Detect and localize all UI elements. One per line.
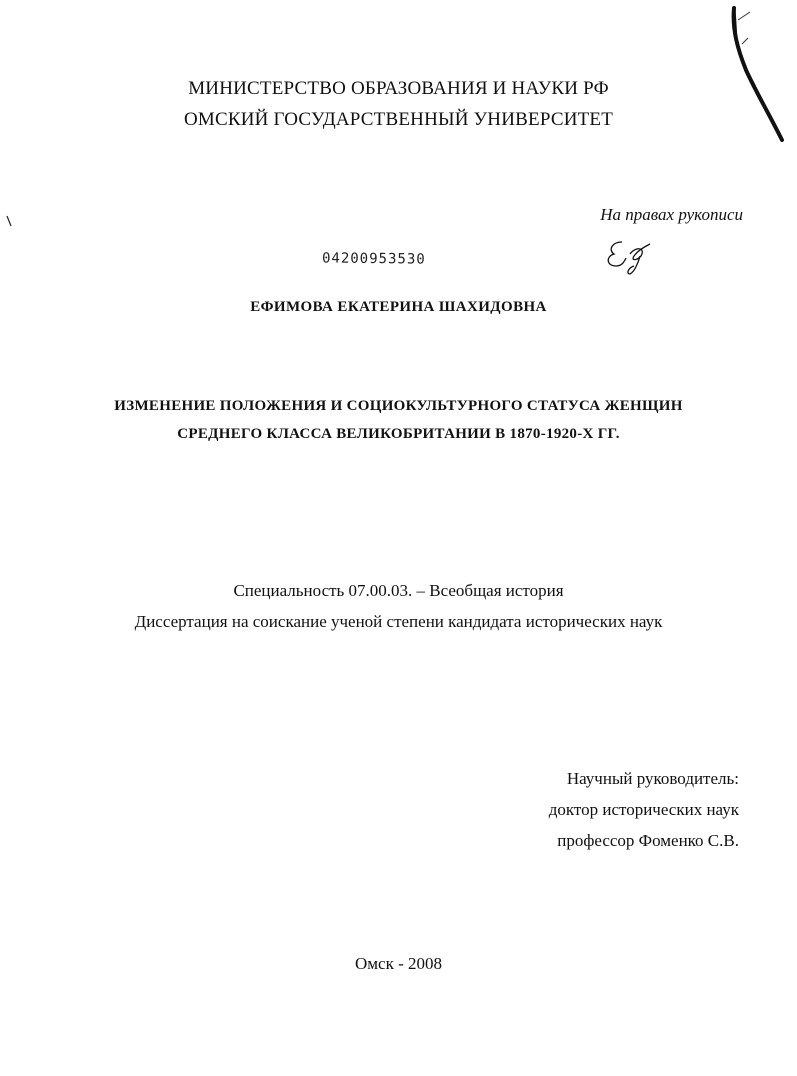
degree-sought: Диссертация на соискание ученой степени кандидата исторических наук — [134, 612, 663, 631]
dissertation-title-line2: СРЕДНЕГО КЛАССА ВЕЛИКОБРИТАНИИ В 1870-1920-Х ГГ. — [177, 426, 620, 442]
advisor-label: Научный руководитель: — [566, 769, 739, 788]
manuscript-note: На правах рукописи — [600, 205, 743, 224]
signature — [604, 236, 656, 276]
city-year: Омск - 2008 — [354, 954, 442, 973]
dissertation-title-line1: ИЗМЕНЕНИЕ ПОЛОЖЕНИЯ И СОЦИОКУЛЬТУРНОГО СТАТУСА ЖЕНЩИН — [114, 398, 683, 414]
university-name: ОМСКИЙ ГОСУДАРСТВЕННЫЙ УНИВЕРСИТЕТ — [183, 109, 614, 130]
specialty: Специальность 07.00.03. – Всеобщая история — [233, 581, 564, 600]
ministry-name: МИНИСТЕРСТВО ОБРАЗОВАНИЯ И НАУКИ РФ — [188, 78, 609, 99]
author-name: ЕФИМОВА ЕКАТЕРИНА ШАХИДОВНА — [250, 299, 547, 315]
scan-speck — [5, 214, 13, 228]
advisor-degree: доктор исторических наук — [548, 800, 739, 819]
advisor-name: профессор Фоменко С.В. — [557, 831, 739, 850]
inventory-number: 04200953530 — [321, 250, 426, 268]
